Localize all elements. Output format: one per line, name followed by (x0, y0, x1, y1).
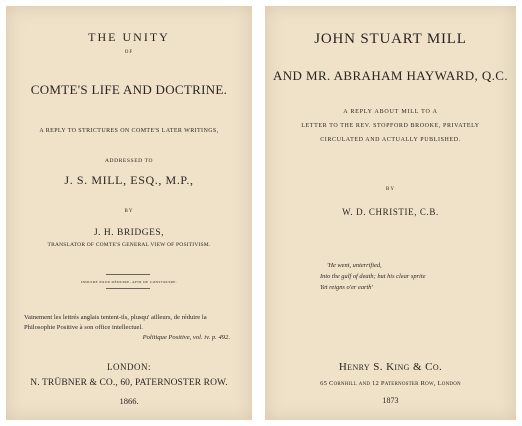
left-by: BY (124, 209, 134, 214)
right-publisher: Henry S. King & Co. (338, 361, 443, 373)
left-title-line2: COMTE'S LIFE AND DOCTRINE. (30, 82, 228, 97)
right-address: 65 Cornhill and 12 Paternoster Row, London (320, 380, 461, 387)
right-year: 1873 (382, 396, 399, 405)
left-addressed-to: ADDRESSED TO (104, 158, 154, 164)
right-title-line2: AND MR. ABRAHAM HAYWARD, Q.C. (272, 68, 509, 83)
right-epigraph-line2: Into the gulf of death; but his clear sprite (320, 273, 426, 280)
right-subtitle-line3: CIRCULATED AND ACTUALLY PUBLISHED. (320, 137, 461, 143)
left-title-line1: THE UNITY (88, 30, 170, 44)
left-quote-line2: Philosophie Positive à son office intellectuel. (24, 324, 143, 331)
left-quote-line1: Vainement les lettrés anglais tentent-ils, plusqu' ailleurs, de réduire la (24, 314, 207, 321)
left-year: 1866. (119, 396, 139, 406)
right-title-page (265, 6, 516, 420)
left-author: J. H. BRIDGES, (93, 228, 165, 238)
left-rule-bottom (106, 288, 150, 289)
right-subtitle-line2: LETTER TO THE REV. STOPFORD BROOKE, PRIVATELY (301, 123, 480, 129)
left-author-description: TRANSLATOR OF COMTE'S GENERAL VIEW OF POSITIVISM. (47, 242, 211, 248)
right-title-line1: JOHN STUART MILL (314, 31, 467, 47)
left-addressee: J. S. MILL, ESQ., M.P., (64, 173, 194, 187)
right-epigraph-line1: 'He went, unterrified, (327, 262, 382, 269)
left-subtitle: A REPLY TO STRICTURES ON COMTE'S LATER WRITINGS, (39, 128, 219, 134)
right-subtitle-line1: A REPLY ABOUT MILL TO A (343, 109, 438, 115)
left-title-of: OF (124, 50, 134, 55)
left-motto: INDUIRE POUR DÉDUIRE, AFIN DE CONSTRUIRE. (80, 280, 178, 284)
right-epigraph-line3: Yet reigns o'er earth' (320, 284, 373, 291)
left-title-page (6, 6, 252, 420)
right-by: BY (386, 187, 395, 192)
left-quote-source: Politique Positive, vol. iv. p. 492. (142, 334, 230, 341)
left-place: LONDON: (107, 362, 151, 372)
left-rule-top (106, 274, 150, 275)
right-author: W. D. CHRISTIE, C.B. (342, 207, 439, 217)
left-publisher: N. TRÜBNER & CO., 60, PATERNOSTER ROW. (30, 378, 228, 388)
